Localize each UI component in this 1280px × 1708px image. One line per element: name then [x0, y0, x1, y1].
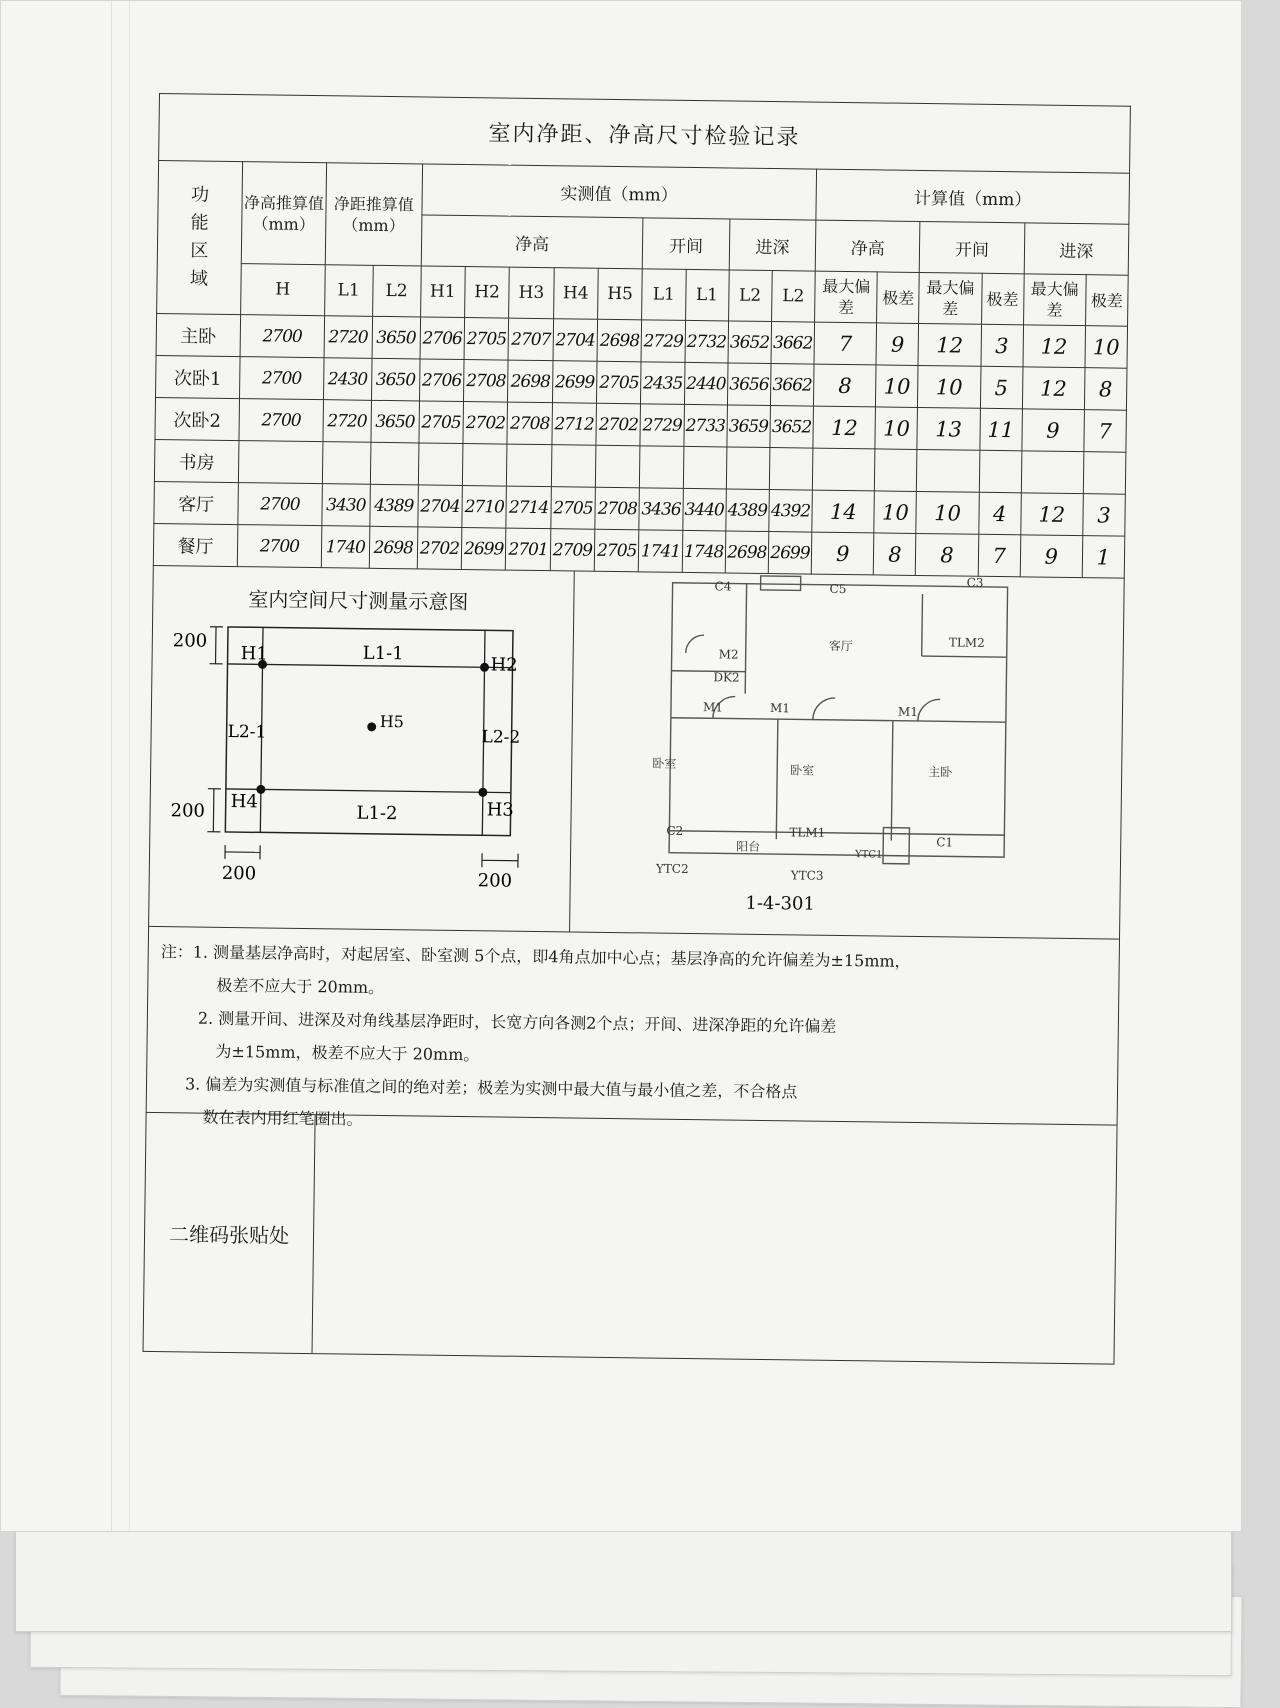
offset-line-top [228, 664, 513, 668]
table-cell [812, 448, 875, 491]
table-cell: 10 [918, 365, 981, 408]
table-cell [726, 447, 770, 490]
table-cell: 3650 [371, 400, 419, 443]
label-dk2: DK2 [713, 670, 739, 684]
table-cell: 2704 [418, 485, 463, 528]
form-title: 室内净距、净高尺寸检验记录 [158, 93, 1131, 173]
label-l1-1: L1-1 [363, 643, 404, 665]
point-h5 [367, 722, 376, 731]
label-ytc1: YTC1 [854, 849, 882, 860]
table-cell: 2700 [240, 315, 324, 358]
diagram-section [148, 566, 1125, 940]
stacked-sheet [15, 1530, 1232, 1632]
calc-jinshen-header: 进深 [1024, 223, 1129, 275]
table-cell [640, 446, 684, 489]
page-edge [129, 1, 130, 1531]
measured-kaijian-header: 开间 [643, 218, 730, 270]
calc-kaijian-header: 开间 [920, 221, 1025, 273]
table-cell: 8 [874, 533, 916, 576]
table-cell: 2700 [239, 399, 323, 442]
table-cell: 2729 [641, 320, 685, 363]
table-cell: 10 [874, 491, 916, 534]
label-balcony: 阳台 [736, 840, 760, 854]
col-header: H2 [465, 267, 510, 319]
plan-wall [922, 594, 923, 656]
max-dev-header: 最大偏差 [1023, 274, 1086, 326]
table-cell: 2705 [597, 361, 642, 404]
table-cell: 2733 [683, 404, 727, 447]
table-cell: 3652 [728, 321, 772, 364]
table-cell: 3659 [727, 405, 771, 448]
table-cell: 1741 [639, 530, 683, 573]
max-dev-header: 最大偏差 [919, 272, 982, 324]
table-cell: 8 [1084, 368, 1127, 411]
table-cell: 3436 [639, 488, 683, 531]
label-c4: C4 [714, 579, 731, 593]
table-cell: 2699 [461, 528, 506, 571]
room-label: 餐厅 [153, 523, 237, 566]
dim-label: 200 [478, 870, 513, 891]
table-cell: 3656 [727, 363, 771, 406]
calc-jinggao-header: 净高 [815, 220, 920, 272]
table-cell: 12 [918, 323, 981, 366]
table-cell: 3662 [770, 364, 814, 407]
table-cell: 2698 [725, 531, 769, 574]
table-cell [238, 441, 322, 484]
col-header: H5 [598, 268, 643, 320]
col-header: L2 [372, 265, 421, 317]
table-cell: 1748 [682, 530, 726, 573]
table-cell: 2440 [684, 362, 728, 405]
table-cell [979, 450, 1021, 493]
table-cell: 2430 [323, 358, 371, 401]
table-cell: 2706 [419, 359, 464, 402]
table-cell: 2702 [596, 403, 641, 446]
measured-jinggao-header: 净高 [421, 215, 643, 269]
table-cell [683, 446, 727, 489]
label-tlm1: TLM1 [789, 825, 825, 839]
inspection-form [143, 93, 1131, 1365]
table-cell: 2698 [369, 526, 417, 569]
func-area-header: 功 能 区 域 [157, 161, 243, 315]
label-c1: C1 [936, 835, 953, 849]
table-cell: 2720 [323, 400, 371, 443]
note-line: 2. 测量开间、进深及对角线基层净距时，长宽方向各测2个点；开间、进深净距的允许偏差 [160, 1001, 1108, 1046]
table-cell: 2699 [768, 532, 812, 575]
table-cell: 1740 [321, 526, 369, 569]
col-header: H [240, 264, 325, 316]
table-cell: 10 [876, 365, 918, 408]
dim-line [213, 789, 214, 832]
table-cell: 3 [1083, 494, 1126, 537]
offset-line-bottom [226, 789, 511, 793]
table-cell [551, 445, 596, 488]
range-header: 极差 [981, 273, 1024, 325]
table-cell: 7 [814, 322, 877, 365]
clear-height-est-header: 净高推算值（mm） [241, 162, 326, 265]
table-cell: 2709 [550, 529, 595, 572]
label-h4: H4 [231, 791, 258, 812]
table-cell: 8 [916, 533, 979, 576]
table-cell [875, 449, 917, 492]
measurement-diagram [149, 566, 575, 931]
col-header: H3 [509, 267, 554, 319]
table-cell [418, 443, 463, 486]
table-cell [917, 449, 980, 492]
table-cell: 2708 [595, 487, 640, 530]
note-line: 3. 偏差为实测值与标准值之间的绝对差；极差为实测中最大值与最小值之差，不合格点 [159, 1067, 1107, 1112]
table-cell: 3 [981, 324, 1023, 367]
table-cell: 2700 [238, 483, 322, 526]
table-cell: 12 [1020, 493, 1083, 536]
table-cell: 2707 [508, 318, 553, 361]
table-cell [370, 442, 418, 485]
table-cell: 11 [980, 408, 1022, 451]
table-cell: 2700 [239, 357, 323, 400]
label-h5: H5 [380, 712, 404, 731]
label-bed2: 卧室 [790, 762, 814, 777]
table-cell: 9 [876, 323, 918, 366]
table-cell: 4 [978, 492, 1020, 535]
table-cell: 2701 [506, 528, 551, 571]
table-cell: 5 [980, 366, 1022, 409]
label-ytc2: YTC2 [655, 862, 689, 876]
label-c3: C3 [967, 576, 984, 590]
table-cell: 12 [813, 406, 876, 449]
table-cell: 3650 [371, 358, 419, 401]
qr-sticker-area [313, 1115, 1117, 1363]
room-label: 客厅 [154, 481, 238, 524]
clear-dist-est-header: 净距推算值（mm） [325, 163, 422, 266]
table-cell: 2720 [324, 316, 372, 359]
table-cell: 3430 [322, 484, 370, 527]
table-cell: 2708 [464, 360, 509, 403]
table-cell: 10 [1085, 326, 1128, 369]
col-header: H1 [420, 266, 465, 318]
label-l2-2: L2-2 [481, 727, 520, 748]
calculated-header: 计算值（mm） [816, 169, 1130, 224]
label-m2: M2 [719, 647, 739, 661]
room-label: 次卧2 [155, 397, 239, 440]
label-master: 主卧 [928, 764, 953, 779]
label-tlm2: TLM2 [949, 635, 985, 649]
table-cell: 2729 [640, 404, 684, 447]
table-cell: 4392 [769, 490, 813, 533]
table-cell: 2700 [237, 525, 321, 568]
col-header: L2 [771, 271, 815, 323]
table-cell: 2705 [464, 318, 509, 361]
floor-plan [570, 571, 1124, 938]
table-cell: 2435 [641, 362, 685, 405]
table-cell: 2710 [462, 486, 507, 529]
col-header: L1 [642, 269, 686, 321]
table-cell: 2714 [506, 486, 551, 529]
notes-section [146, 927, 1120, 1126]
table-cell [1021, 451, 1084, 494]
table-cell: 3662 [771, 322, 815, 365]
qr-label: 二维码张贴处 [144, 1113, 316, 1353]
dim-label: 200 [173, 630, 208, 651]
label-l2-1: L2-1 [228, 722, 267, 743]
label-c2: C2 [666, 824, 683, 838]
label-m1: M1 [703, 700, 723, 714]
note-line: 数在表内用红笔圈出。 [158, 1100, 1106, 1145]
table-cell: 14 [812, 490, 875, 533]
table-cell: 3652 [770, 406, 814, 449]
measured-header: 实测值（mm） [422, 164, 817, 220]
point-h2 [480, 663, 489, 672]
table-cell: 9 [1020, 535, 1083, 578]
dim-label: 200 [170, 800, 205, 821]
table-cell: 2699 [552, 361, 597, 404]
table-cell: 2698 [597, 319, 642, 362]
diagram-title: 室内空间尺寸测量示意图 [248, 583, 468, 615]
table-cell [322, 442, 370, 485]
label-h1: H1 [241, 643, 268, 664]
page-edge [111, 1, 112, 1531]
table-cell: 2698 [508, 360, 553, 403]
table-cell: 9 [1021, 409, 1084, 452]
label-h3: H3 [487, 799, 514, 820]
table-cell: 1 [1082, 536, 1125, 579]
table-cell: 2705 [594, 529, 639, 572]
point-h3 [478, 788, 487, 797]
col-header: L1 [685, 269, 729, 321]
note-line: 注：1. 测量基层净高时，对起居室、卧室测 5个点，即4角点加中心点；基层净高的允许偏差为±15mm， [161, 935, 1109, 980]
table-cell [769, 448, 813, 491]
room-label: 次卧1 [156, 355, 240, 398]
table-cell: 3650 [372, 316, 420, 359]
qr-section [143, 1113, 1118, 1365]
range-header: 极差 [877, 272, 920, 324]
col-header: H4 [553, 268, 598, 320]
col-header: L2 [728, 270, 772, 322]
table-cell [462, 444, 507, 487]
table-cell: 2705 [419, 401, 464, 444]
table-cell: 2702 [417, 527, 462, 570]
room-label: 书房 [154, 439, 238, 482]
table-cell: 3440 [682, 488, 726, 531]
col-header: L1 [324, 265, 373, 317]
table-cell: 7 [1084, 410, 1127, 453]
table-cell: 2702 [463, 402, 508, 445]
label-ytc3: YTC3 [790, 868, 824, 882]
label-m1: M1 [770, 701, 790, 715]
table-cell: 2704 [553, 319, 598, 362]
table-cell: 2706 [420, 317, 465, 360]
table-cell: 9 [811, 532, 874, 575]
table-cell: 10 [916, 491, 979, 534]
measured-jinshen-header: 进深 [729, 219, 816, 271]
table-body [153, 313, 1127, 578]
label-l1-2: L1-2 [356, 803, 397, 825]
note-line: 为±15mm，极差不应大于 20mm。 [159, 1034, 1107, 1079]
table-cell [1083, 452, 1126, 495]
label-h2: H2 [490, 654, 517, 675]
measurement-diagram-svg [149, 566, 574, 931]
table-cell: 2705 [551, 487, 596, 530]
unit-id: 1-4-301 [745, 893, 815, 915]
label-bed1: 卧室 [652, 756, 676, 771]
table-cell: 4389 [725, 489, 769, 532]
table-cell: 12 [1023, 325, 1086, 368]
table-cell: 2732 [685, 320, 729, 363]
table-cell: 12 [1022, 367, 1085, 410]
label-living: 客厅 [829, 638, 853, 653]
floor-plan-svg [570, 571, 1125, 938]
label-c5: C5 [829, 582, 846, 596]
room-label: 主卧 [156, 313, 240, 356]
label-m1: M1 [898, 705, 918, 719]
max-dev-header: 最大偏差 [815, 271, 878, 323]
table-cell: 13 [917, 407, 980, 450]
table-cell: 2708 [507, 402, 552, 445]
table-cell [507, 444, 552, 487]
table-cell: 8 [814, 364, 877, 407]
range-header: 极差 [1085, 275, 1128, 327]
measurement-table [153, 160, 1130, 579]
table-cell [595, 445, 640, 488]
note-line: 极差不应大于 20mm。 [160, 968, 1108, 1013]
table-cell: 10 [875, 407, 917, 450]
table-cell: 4389 [370, 484, 418, 527]
table-cell: 2712 [552, 403, 597, 446]
table-cell: 7 [978, 534, 1020, 577]
dim-label: 200 [222, 863, 257, 884]
